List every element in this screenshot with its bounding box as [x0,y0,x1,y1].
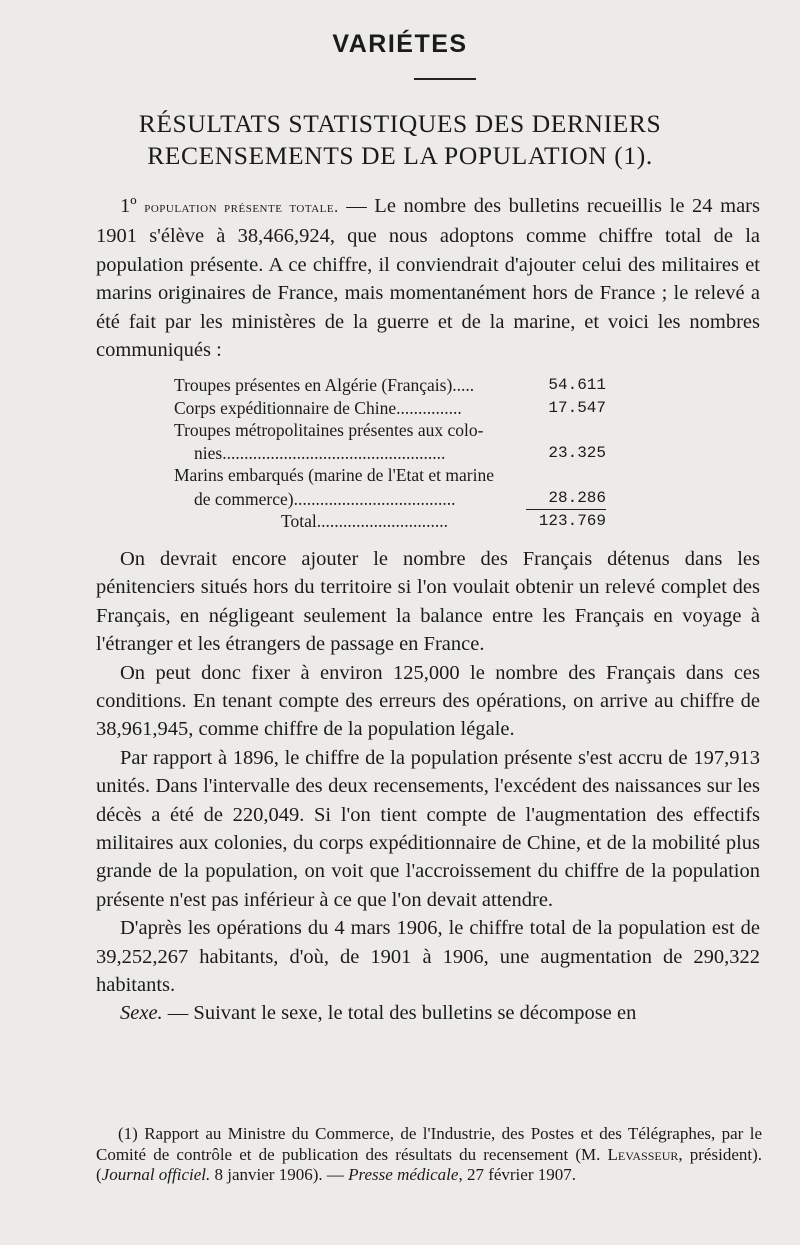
footnote-author: Levasseur [607,1144,679,1164]
footnote-source: Presse médicale [348,1165,459,1184]
article-title [0,108,800,172]
table-row-label: nies................................................... [194,442,446,463]
table-row [96,442,760,465]
table-row-value: 17.547 [548,398,606,417]
footnote-journal: Journal officiel. [101,1165,211,1184]
footnote-text-a: (1) Rapport au Ministre du Commerce, de l'Industrie, des Postes et des Télégraphes, par le Comité de contrôle et de publication des résultats du recensement (M. [96,1124,762,1164]
paragraph: D'après les opérations du 4 mars 1906, le chiffre total de la population est de 39,252,267 habitants, d'où, de 1901 à 1906, une augmentation de 290,322 habitants. [96,917,760,997]
table-row-value: 54.611 [548,376,606,395]
table-row-value: 23.325 [548,443,606,462]
table-total-row [96,510,760,533]
sexe-label: Sexe. [120,1002,163,1025]
article-title-line-1: RÉSULTATS STATISTIQUES DES DERNIERS [138,109,662,138]
table-row-label: Troupes présentes en Algérie (Français)..... [174,375,475,396]
table-row-value: 28.286 [526,487,606,511]
paragraph: Par rapport à 1896, le chiffre de la population présente s'est accru de 197,913 unités. Dans l'intervalle des deux recensements, l'excédent des naissances sur les décès a été de 220,049. Si l'on tient compte de l'augmentation des effectifs militaires aux colonies, du corps expéditionnaire de Chine, et de la mobilité plus grande de la population, on voit que l'accroissement du chiffre de la population présente n'est pas inférieur à ce que l'on devait attendre. [96,746,760,911]
table-total-value: 123.769 [538,512,606,531]
intro-number: 1º [120,195,137,217]
footnote [96,1124,762,1186]
table-row [96,374,760,397]
military-table [96,374,760,533]
table-row-label: Marins embarqués (marine de l'Etat et marine [174,465,494,486]
table-row [96,397,760,420]
intro-paragraph [96,192,760,364]
title-rule [414,78,476,80]
article-body [96,192,760,1028]
sexe-text: — Suivant le sexe, le total des bulletins se décompose en [162,1002,637,1025]
footnote-text-b: , président). ( [96,1144,762,1184]
table-total-label: Total.............................. [281,511,448,532]
table-row-label: Corps expéditionnaire de Chine............... [174,397,462,418]
footnote-paragraph [96,1124,762,1186]
paragraph: On devrait encore ajouter le nombre des Français détenus dans les pénitenciers situés hors du territoire si l'on voulait obtenir un relevé complet des Français, en négligeant seulement la balance entre les Français en voyage à l'étranger et les étrangers de passage en France. [96,547,760,656]
paragraph: On peut donc fixer à environ 125,000 le nombre des Français dans ces conditions. En tenant compte des erreurs des opérations, on arrive au chiffre de 38,961,945, comme chiffre de la population légale. [96,661,760,741]
table-row [96,487,760,511]
footnote-text-c: 8 janvier 1906). — [210,1165,349,1184]
table-row [96,419,760,442]
table-row [96,464,760,487]
table-row-label: de commerce)..................................... [194,488,456,509]
intro-text: — Le nombre des bulletins recueillis le 24 mars 1901 s'élève à 38,466,924, que nous adoptons comme chiffre total de la population présente. A ce chiffre, il conviendrait d'ajouter celui des militaires et marins originaires de France, mais momentanément hors de France ; le relevé a été fait par les ministères de la guerre et de la marine, et voici les nombres communiqués : [96,195,760,362]
section-title: VARIÉTES [332,30,468,58]
footnote-text-d: , 27 février 1907. [458,1165,576,1184]
paragraph-sexe [96,999,760,1027]
article-title-line-2: RECENSEMENTS DE LA POPULATION (1). [147,141,653,170]
table-row-label: Troupes métropolitaines présentes aux colo- [174,420,484,441]
intro-heading: population présente totale. [144,199,339,216]
